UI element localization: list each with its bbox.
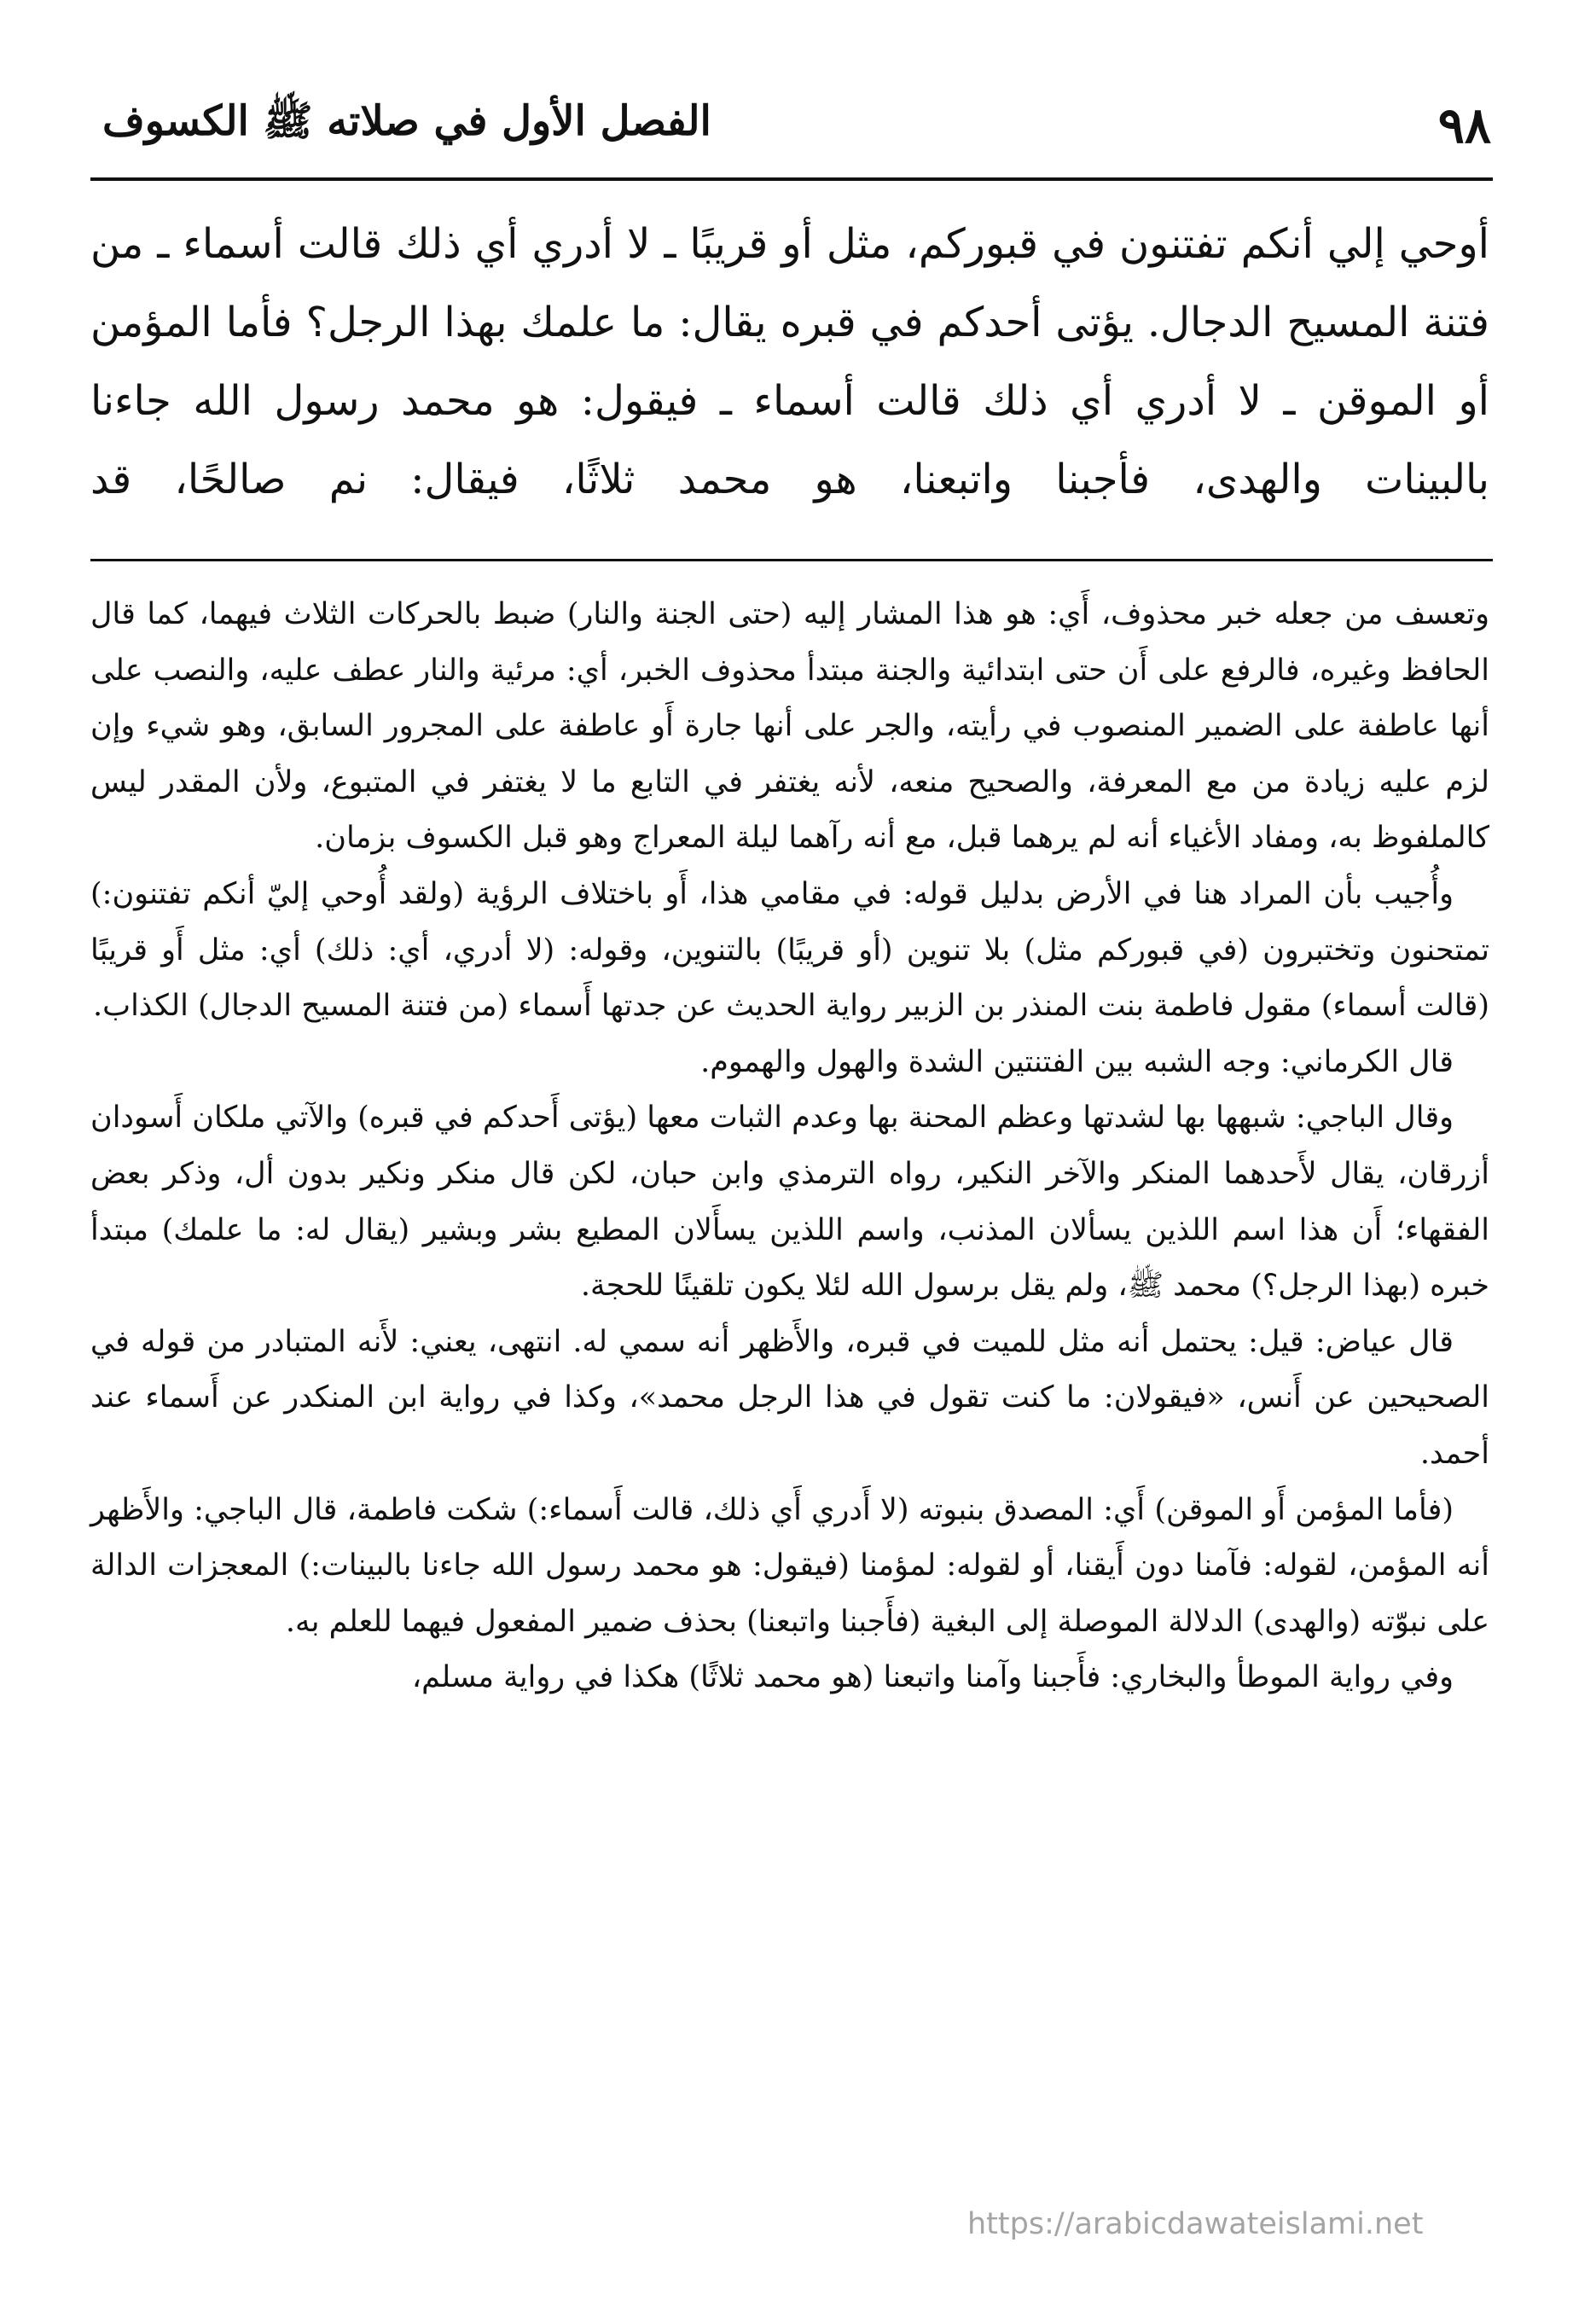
commentary-section xyxy=(90,587,1489,1706)
commentary-paragraph-2: وأُجيب بأن المراد هنا في الأرض بدليل قوله: في مقامي هذا، أَو باختلاف الرؤية (ولقد أُوحي إليّ أنكم تفتنون:) تمتحنون وتختبرون (في قبوركم مثل) بلا تنوين (أو قريبًا) بالتنوين، وقوله: (لا أدري، أي: ذلك) أي: مثل أَو قريبًا (قالت أسماء) مقول فاطمة بنت المنذر بن الزبير رواية الحديث عن جدتها أَسماء (من فتنة المسيح الدجال) الكذاب. xyxy=(90,876,1489,1024)
hadith-paragraph: أوحي إلي أنكم تفتنون في قبوركم، مثل أو قريبًا ـ لا أدري أي ذلك قالت أسماء ـ من فتنة المسيح الدجال. يؤتى أحدكم في قبره يقال: ما علمك بهذا الرجل؟ فأما المؤمن أو الموقن ـ لا أدري أي ذلك قالت أسماء ـ فيقول: هو محمد رسول الله جاءنا بالبينات والهدى، فأجبنا واتبعنا، هو محمد ثلاثًا، فيقال: نم صالحًا، قد xyxy=(90,220,1489,503)
footnote-separator xyxy=(90,559,1493,561)
header-rule xyxy=(90,177,1493,181)
chapter-title: الفصل الأول في صلاته ﷺ الكسوف xyxy=(102,96,711,145)
commentary-paragraph-3: قال الكرماني: وجه الشبه بين الفتنتين الشدة والهول والهموم. xyxy=(700,1044,1454,1079)
watermark-url: https://arabicdawateislami.net xyxy=(967,2207,1424,2241)
hadith-text xyxy=(90,205,1489,519)
page-number: ٩٨ xyxy=(1437,96,1491,154)
commentary-paragraph-5: قال عياض: قيل: يحتمل أنه مثل للميت في قبره، والأَظهر أنه سمي له. انتهى، يعني: لأَنه المتبادر من قوله في الصحيحين عن أَنس، «فيقولان: ما كنت تقول في هذا الرجل محمد»، وكذا في رواية ابن المنكدر عن أَسماء عند أحمد. xyxy=(90,1324,1489,1471)
commentary-paragraph-4: وقال الباجي: شبهها بها لشدتها وعظم المحنة بها وعدم الثبات معها (يؤتى أَحدكم في قبره) والآتي ملكان أَسودان أزرقان، يقال لأَحدهما المنكر والآخر النكير، رواه الترمذي وابن حبان، لكن قال منكر ونكير بدون أل، وذكر بعض الفقهاء؛ أَن هذا اسم اللذين يسألان المذنب، واسم اللذين يسأَلان المطيع بشر وبشير (يقال له: ما علمك) مبتدأ خبره (بهذا الرجل؟) محمد ﷺ، ولم يقل برسول الله لئلا يكون تلقينًا للحجة. xyxy=(90,1101,1489,1304)
commentary-paragraph-7: وفي رواية الموطأ والبخاري: فأَجبنا وآمنا واتبعنا (هو محمد ثلاثًا) هكذا في رواية مسلم، xyxy=(411,1660,1454,1695)
commentary-paragraph-6: (فأما المؤمن أَو الموقن) أَي: المصدق بنبوته (لا أَدري أَي ذلك، قالت أَسماء:) شكت فاطمة، قال الباجي: والأَظهر أنه المؤمن، لقوله: فآمنا دون أَيقنا، أو لقوله: لمؤمنا (فيقول: هو محمد رسول الله جاءنا بالبينات:) المعجزات الدالة على نبوّته (والهدى) الدلالة الموصلة إلى البغية (فأَجبنا واتبعنا) بحذف ضمير المفعول فيهما للعلم به. xyxy=(90,1492,1489,1639)
commentary-paragraph-1: وتعسف من جعله خبر محذوف، أَي: هو هذا المشار إليه (حتى الجنة والنار) ضبط بالحركات الثلاث فيهما، كما قال الحافظ وغيره، فالرفع على أَن حتى ابتدائية والجنة مبتدأ محذوف الخبر، أي: مرئية والنار عطف عليه، والنصب على أنها عاطفة على الضمير المنصوب في رأيته، والجر على أنها جارة أَو عاطفة على المجرور السابق، وهو شيء وإن لزم عليه زيادة من مع المعرفة، والصحيح منعه، لأنه يغتفر في التابع ما لا يغتفر في المتبوع، ولأن المقدر ليس كالملفوظ به، ومفاد الأغياء أنه لم يرهما قبل، مع أنه رآهما ليلة المعراج وهو قبل الكسوف بزمان. xyxy=(90,597,1489,856)
page-header xyxy=(102,78,1491,172)
